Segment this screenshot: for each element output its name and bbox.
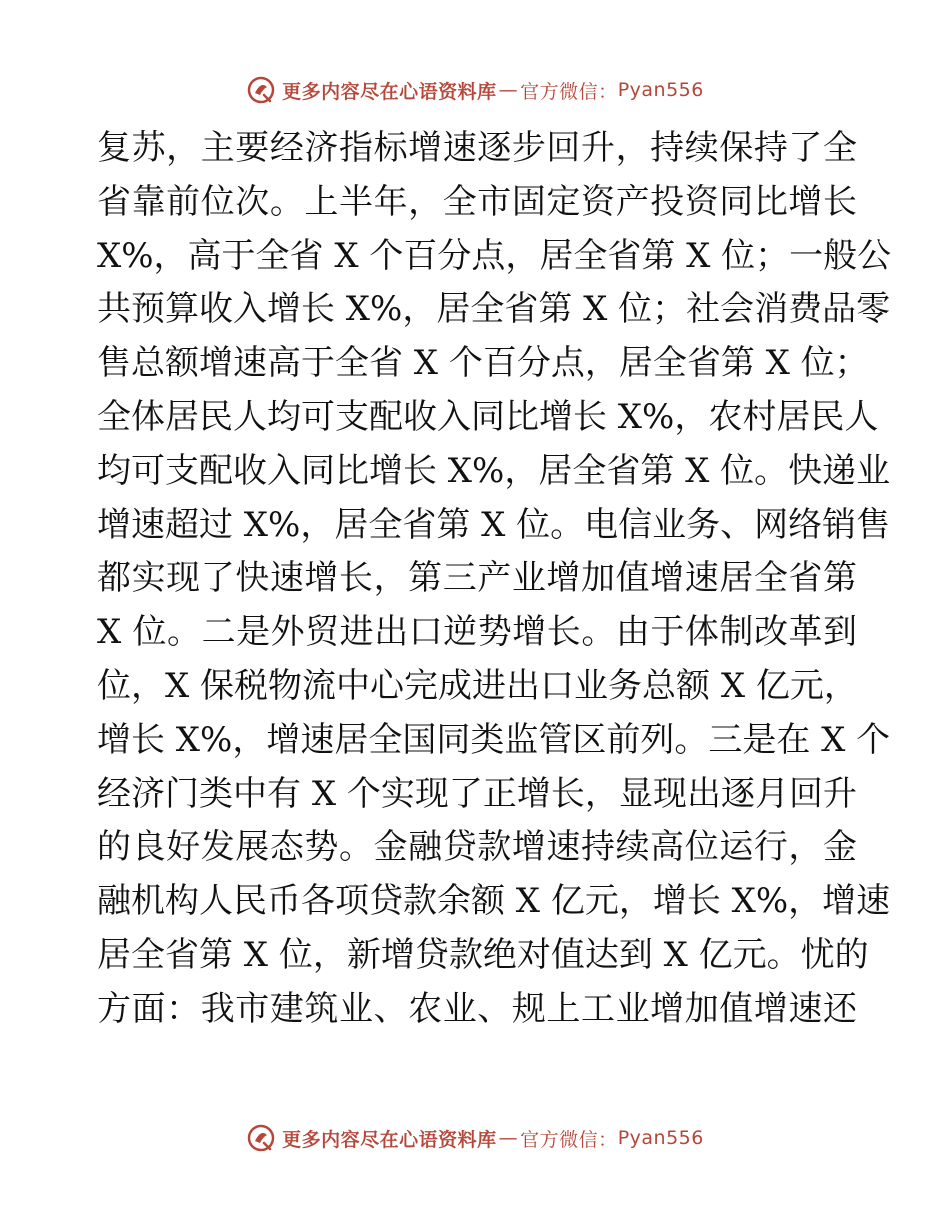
- document-body: [97, 122, 892, 1037]
- seal-logo-icon: [246, 1123, 276, 1153]
- body-line: 省靠前位次。上半年，全市固定资产投资同比增长: [97, 181, 857, 222]
- body-line: 增速超过 X%，居全省第 X 位。电信业务、网络销售: [97, 504, 891, 545]
- watermark-text: 更多内容尽在心语资料库: [282, 1128, 497, 1151]
- body-line: 经济门类中有 X 个实现了正增长，显现出逐月回升: [97, 773, 857, 814]
- seal-logo-icon: [246, 75, 276, 105]
- body-line: 增长 X%，增速居全国同类监管区前列。三是在 X 个: [97, 719, 891, 760]
- body-line: 共预算收入增长 X%，居全省第 X 位；社会消费品零: [97, 289, 891, 330]
- body-line: X%，高于全省 X 个百分点，居全省第 X 位；一般公: [97, 235, 892, 276]
- body-line: X 位。二是外贸进出口逆势增长。由于体制改革到: [97, 612, 857, 653]
- body-line: 的良好发展态势。金融贷款增速持续高位运行，金: [97, 827, 857, 868]
- watermark-id: Pyan556: [617, 79, 704, 101]
- watermark-dash: —: [498, 1127, 519, 1149]
- watermark-label: 官方微信：: [520, 80, 618, 103]
- watermark-id: Pyan556: [617, 1127, 704, 1149]
- body-line: 融机构人民币各项贷款余额 X 亿元，增长 X%，增速: [97, 881, 891, 922]
- body-line: 居全省第 X 位，新增贷款绝对值达到 X 亿元。忧的: [97, 934, 869, 975]
- watermark-dash: —: [498, 79, 519, 101]
- body-line: 售总额增速高于全省 X 个百分点，居全省第 X 位；: [97, 343, 869, 384]
- header-watermark: [0, 70, 950, 110]
- watermark-label: 官方微信：: [520, 1128, 618, 1151]
- body-line: 都实现了快速增长，第三产业增加值增速居全省第: [97, 558, 857, 599]
- footer-watermark: [0, 1118, 950, 1158]
- body-line: 方面：我市建筑业、农业、规上工业增加值增速还: [97, 988, 857, 1029]
- body-line: 全体居民人均可支配收入同比增长 X%，农村居民人: [97, 396, 879, 437]
- body-line: 位，X 保税物流中心完成进出口业务总额 X 亿元，: [97, 665, 858, 706]
- body-line: 复苏，主要经济指标增速逐步回升，持续保持了全: [97, 128, 857, 168]
- body-line: 均可支配收入同比增长 X%，居全省第 X 位。快递业: [97, 450, 891, 491]
- watermark-text: 更多内容尽在心语资料库: [282, 80, 497, 103]
